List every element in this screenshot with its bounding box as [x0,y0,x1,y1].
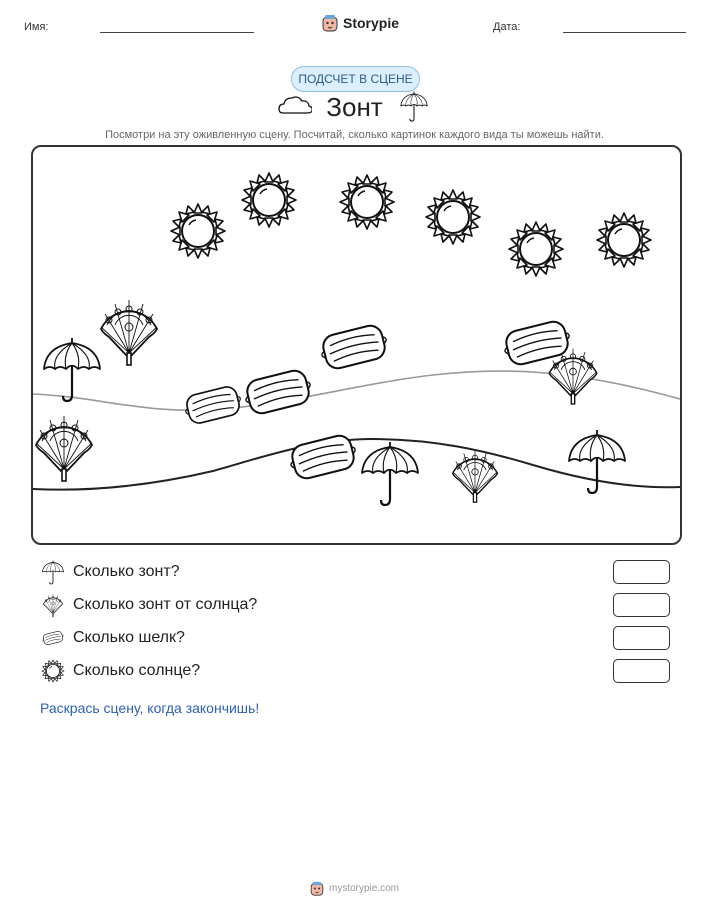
question-text: Сколько зонт? [73,563,180,580]
sun-icon [171,204,225,258]
footer-site[interactable]: mystorypie.com [328,883,399,894]
question-row [40,558,680,586]
silk-icon [287,433,359,482]
silk-icon [318,323,390,372]
name-label: Имя: [24,21,49,33]
sun-icon [340,175,394,229]
umbrella-icon [40,559,66,585]
hand-fan-icon [453,450,498,502]
sun-icon [40,658,66,684]
answer-box-umbrella[interactable] [613,560,670,584]
sun-icon [509,222,563,276]
question-text: Сколько шелк? [73,629,185,646]
instructions: Посмотри на эту оживленную сцену. Посчитай, сколько картинок каждого вида ты можешь найти. [105,129,604,141]
brand-logo [322,14,399,32]
hand-fan-icon [101,300,157,365]
question-row [40,657,680,685]
page-title: Зонт [326,92,383,122]
silk-icon [242,368,314,417]
answer-box-fan[interactable] [613,593,670,617]
footer [0,881,709,896]
question-text: Сколько солнце? [73,662,201,679]
question-row [40,624,680,652]
answer-box-silk[interactable] [613,626,670,650]
activity-badge: ПОДСЧЕТ В СЦЕНЕ [291,66,420,92]
silk-icon [40,625,66,651]
mascot-icon [310,881,324,896]
mascot-icon [322,14,338,32]
brand-name: Storypie [343,15,400,31]
counting-scene [31,145,682,545]
question-text: Сколько зонт от солнца? [73,596,258,613]
question-row [40,591,680,619]
cloud-icon [278,96,312,118]
answer-box-sun[interactable] [613,659,670,683]
closing-note: Раскрась сцену, когда закончишь! [40,700,260,716]
umbrella-icon [362,442,418,505]
sun-icon [426,190,480,244]
date-line[interactable] [563,32,686,33]
hand-fan-icon [40,592,66,618]
name-line[interactable] [100,32,254,33]
umbrella-icon [44,338,100,401]
title-umbrella-icon [398,90,430,122]
sun-icon [597,213,651,267]
silk-icon [182,384,243,426]
hand-fan-icon [549,349,597,404]
date-label: Дата: [493,21,521,33]
sun-icon [242,173,296,227]
hand-fan-icon [36,416,92,481]
